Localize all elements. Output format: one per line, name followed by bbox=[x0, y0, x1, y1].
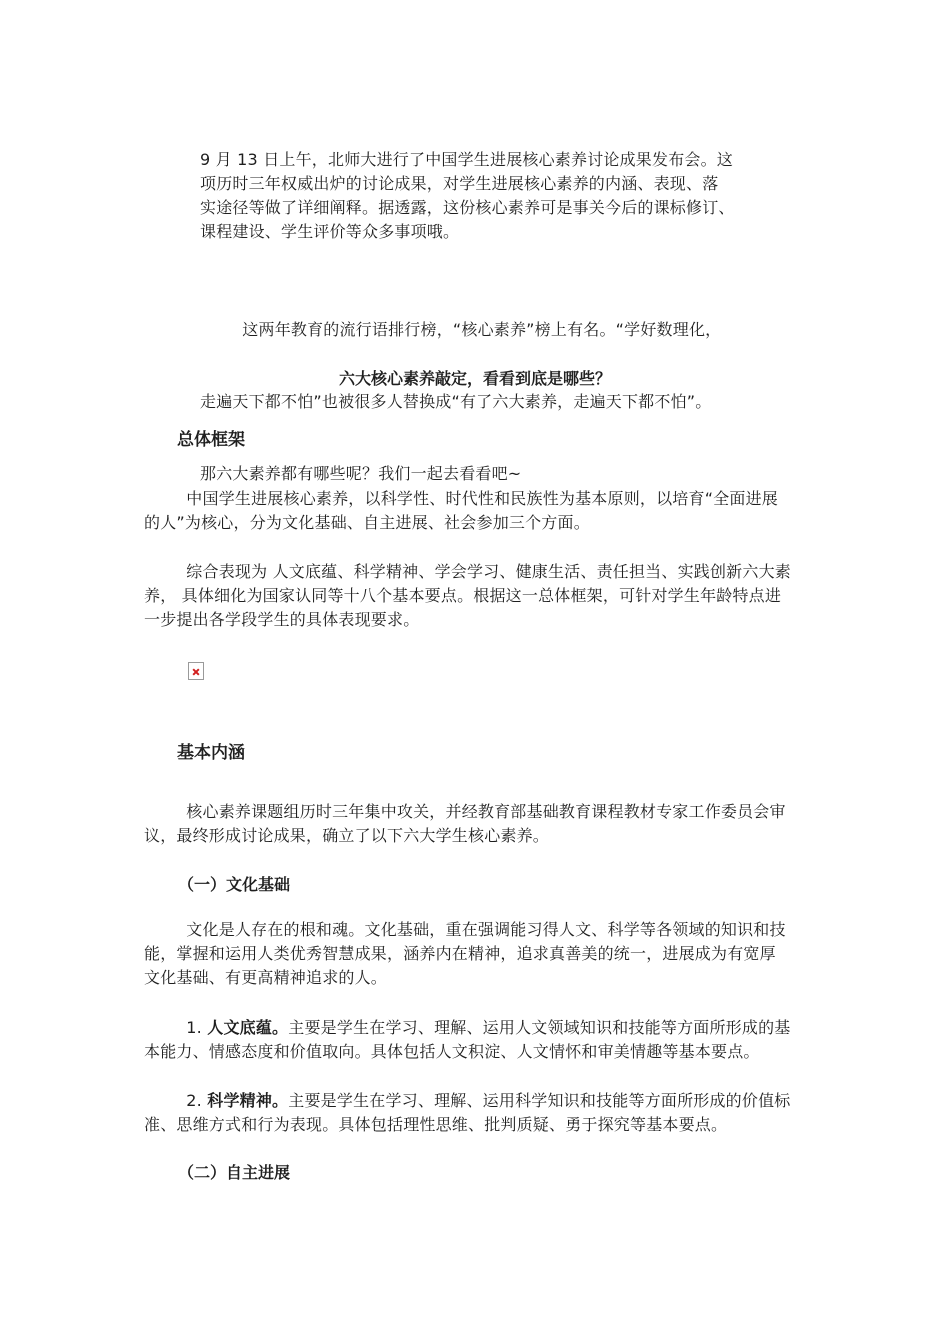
text-line: 本能力、情感态度和价值取向。具体包括人文积淀、人文情怀和审美情趣等基本要点。 bbox=[144, 1042, 760, 1061]
text-line: 文化是人存在的根和魂。文化基础，重在强调能习得人文、科学等各领域的知识和技 bbox=[144, 920, 786, 939]
text-line: 实途径等做了详细阐释。据透露，这份核心素养可是事关今后的课标修订、 bbox=[200, 198, 735, 217]
culture-paragraph bbox=[144, 918, 786, 990]
text-line: 核心素养课题组历时三年集中攻关，并经教育部基础教育课程教材专家工作委员会审 bbox=[144, 802, 786, 821]
text-line: 9 月 13 日上午，北师大进行了中国学生进展核心素养讨论成果发布会。这 bbox=[200, 150, 733, 169]
framework-paragraph-1 bbox=[144, 487, 778, 535]
broken-image-icon bbox=[188, 662, 204, 680]
intro-paragraph-1 bbox=[200, 148, 735, 244]
text-line: 走遍天下都不怕”也被很多人替换成“有了六大素养，走遍天下都不怕”。 bbox=[200, 392, 712, 411]
item-title: 科学精神。 bbox=[207, 1091, 289, 1110]
text-line: 的人”为核心，分为文化基础、自主进展、社会参加三个方面。 bbox=[144, 513, 590, 532]
item-text: 主要是学生在学习、理解、运用科学知识和技能等方面所形成的价值标 bbox=[288, 1091, 791, 1110]
item-science bbox=[144, 1089, 790, 1137]
item-humanities bbox=[144, 1016, 790, 1064]
text-line: 文化基础、有更高精神追求的人。 bbox=[144, 968, 388, 987]
main-title: 六大核心素养敲定，看看到底是哪些？ bbox=[338, 369, 611, 388]
text-line: 能，掌握和运用人类优秀智慧成果，涵养内在精神，追求真善美的统一，进展成为有宽厚 bbox=[144, 944, 776, 963]
heading-framework: 总体框架 bbox=[177, 430, 245, 450]
subheading-culture: （一）文化基础 bbox=[178, 875, 291, 894]
text-line: 养， 具体细化为国家认同等十八个基本要点。根据这一总体框架，可针对学生年龄特点进 bbox=[144, 586, 782, 605]
text-line: 项历时三年权威出炉的讨论成果，对学生进展核心素养的内涵、表现、落 bbox=[200, 174, 719, 193]
text-line: 一步提出各学段学生的具体表现要求。 bbox=[144, 610, 420, 629]
text-line: 课程建设、学生评价等众多事项哦。 bbox=[200, 222, 460, 241]
connotation-paragraph-1 bbox=[144, 800, 786, 848]
framework-paragraph-2 bbox=[144, 560, 791, 632]
text-line: 综合表现为 人文底蕴、科学精神、学会学习、健康生活、责任担当、实践创新六大素 bbox=[144, 562, 791, 581]
item-number: 2. bbox=[144, 1091, 208, 1110]
text-line: 这两年教育的流行语排行榜，“核心素养”榜上有名。“学好数理化， bbox=[200, 320, 722, 339]
subheading-autonomy: （二）自主进展 bbox=[178, 1163, 291, 1182]
text-line: 议，最终形成讨论成果，确立了以下六大学生核心素养。 bbox=[144, 826, 550, 845]
item-text: 主要是学生在学习、理解、运用人文领域知识和技能等方面所形成的基 bbox=[288, 1018, 791, 1037]
text-line: 那六大素养都有哪些呢？我们一起去看看吧~ bbox=[200, 464, 522, 483]
text-line: 准、思维方式和行为表现。具体包括理性思维、批判质疑、勇于探究等基本要点。 bbox=[144, 1115, 728, 1134]
item-number: 1. bbox=[144, 1018, 208, 1037]
item-title: 人文底蕴。 bbox=[207, 1018, 289, 1037]
text-line: 中国学生进展核心素养，以科学性、时代性和民族性为基本原则，以培育“全面进展 bbox=[144, 489, 778, 508]
heading-connotation: 基本内涵 bbox=[177, 743, 245, 763]
